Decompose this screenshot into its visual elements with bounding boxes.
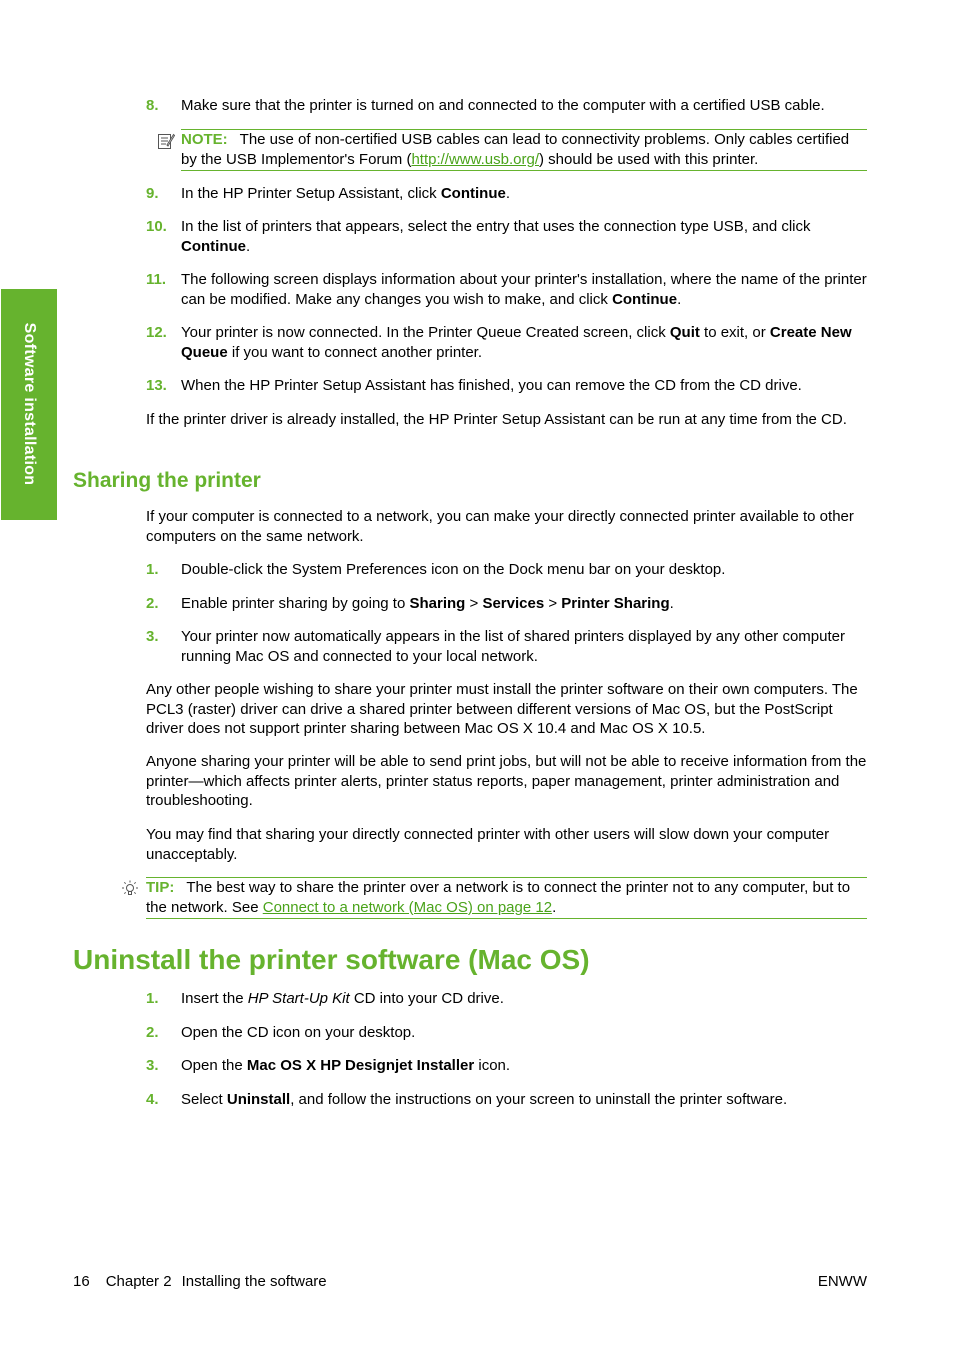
usb-org-link[interactable]: http://www.usb.org/ — [411, 150, 539, 168]
step-number: 12. — [146, 324, 167, 341]
list-item — [146, 184, 868, 204]
text-run: When the HP Printer Setup Assistant has finished, you can remove the CD from the CD drive. — [181, 377, 802, 394]
list-item — [146, 217, 868, 256]
note-text-before: The use of non-certified USB cables can lead to connectivity problems. Only cables certified by the USB Implementor's Forum ( — [181, 131, 850, 168]
paragraph: Any other people wishing to share your printer must install the printer software on their own computers. The PCL3 (raster) driver can drive a shared printer between different versions of Mac OS, but the PostScript driver does not support printer sharing between Mac OS X 10.4 and Mac OS X 10.5. — [146, 681, 858, 737]
step-number: 8. — [146, 97, 159, 114]
text-run: HP Start-Up Kit — [247, 990, 350, 1007]
text-run: Printer Sharing — [561, 595, 670, 612]
connect-network-link[interactable]: Connect to a network (Mac OS) on page 12 — [262, 898, 553, 916]
tip-label: TIP: — [146, 879, 175, 896]
step-number: 4. — [146, 1091, 159, 1108]
step-text — [181, 96, 868, 116]
step-text — [181, 376, 868, 396]
list-item — [146, 1023, 868, 1043]
text-run: Create New Queue — [181, 324, 852, 361]
text-run: Open the CD icon on your desktop. — [181, 1024, 416, 1041]
step-number: 3. — [146, 1057, 159, 1074]
text-run: , and follow the instructions on your screen to uninstall the printer software. — [290, 1091, 788, 1108]
text-run: Your printer now automatically appears in the list of shared printers displayed by any other computer running Mac OS and connected to your local network. — [181, 628, 845, 665]
text-run: Mac OS X HP Designjet Installer — [246, 1057, 475, 1074]
step-text — [181, 627, 868, 666]
text-run: Continue — [181, 237, 246, 255]
text-run: Double-click the System Preferences icon on the Dock menu bar on your desktop. — [181, 561, 726, 578]
text-run: Uninstall — [226, 1091, 291, 1108]
step-number: 2. — [146, 595, 159, 612]
step-number: 9. — [146, 185, 159, 202]
text-run: . — [505, 185, 511, 202]
step-text — [181, 217, 868, 256]
note-box — [181, 129, 867, 171]
footer-right: ENWW — [817, 1273, 867, 1290]
paragraph: If your computer is connected to a network, you can make your directly connected printer available to other computers on the same network. — [146, 508, 854, 545]
text-run: Quit — [669, 324, 700, 341]
text-run: Sharing — [409, 595, 466, 612]
text-run: > — [544, 595, 562, 612]
step-text — [181, 1090, 868, 1110]
text-run: Continue — [612, 290, 678, 308]
step-text — [181, 1023, 868, 1043]
page-number: 16 — [73, 1273, 90, 1290]
footer-chapter: Chapter 2 — [105, 1273, 172, 1290]
step-text — [181, 323, 868, 362]
list-item — [146, 270, 868, 309]
step-text — [181, 989, 868, 1009]
step-text — [181, 1056, 868, 1076]
step-number: 1. — [146, 561, 159, 578]
list-item — [146, 627, 868, 666]
footer-left — [73, 1272, 327, 1292]
paragraph: Anyone sharing your printer will be able to send print jobs, but will not be able to receive information from the printer—which affects printer alerts, printer status reports, paper management, printer administration and troubleshooting. — [146, 753, 867, 809]
text-run: Continue — [440, 185, 506, 202]
text-run: Select — [181, 1091, 227, 1108]
list-item — [146, 323, 868, 362]
side-tab-label: Software installation — [20, 322, 38, 486]
text-run: to exit, or — [699, 324, 770, 341]
list-item — [146, 989, 868, 1009]
note-icon — [157, 132, 175, 150]
note-text-after: ) should be used with this printer. — [539, 150, 759, 168]
text-run: Open the — [181, 1057, 247, 1074]
section-heading: Sharing the printer — [73, 469, 261, 492]
side-tab — [1, 289, 57, 520]
lightbulb-icon — [121, 880, 139, 898]
tip-box — [146, 877, 867, 919]
text-run: Your printer is now connected. In the Printer Queue Created screen, click — [181, 324, 670, 341]
text-run: > — [465, 595, 483, 612]
step-text — [181, 184, 868, 204]
text-run: icon. — [474, 1057, 511, 1074]
text-run: . — [677, 290, 682, 308]
text-run: The following screen displays information about your printer's installation, where the name of the printer can be modified. Make any changes you wish to make, and click — [181, 271, 867, 308]
list-item — [146, 560, 868, 580]
note-label: NOTE: — [181, 131, 228, 148]
text-run: Enable printer sharing by going to — [181, 595, 410, 612]
step-text — [181, 270, 868, 309]
text-run: In the HP Printer Setup Assistant, click — [181, 185, 441, 202]
tip-text-after: . — [552, 898, 557, 916]
list-item — [146, 376, 868, 396]
list-item — [146, 1056, 868, 1076]
step-text — [181, 560, 868, 580]
text-run: . — [246, 237, 251, 255]
list-item — [146, 96, 868, 116]
step-number: 2. — [146, 1024, 159, 1041]
footer-chapter-title: Installing the software — [181, 1273, 327, 1290]
step-number: 11. — [146, 271, 167, 288]
list-item — [146, 1090, 868, 1110]
step-number: 1. — [146, 990, 159, 1007]
text-run: if you want to connect another printer. — [227, 343, 483, 361]
chapter-heading: Uninstall the printer software (Mac OS) — [73, 944, 590, 975]
text-run: . — [669, 595, 674, 612]
step-text — [181, 594, 868, 614]
step-number: 13. — [146, 377, 167, 394]
list-item — [146, 594, 868, 614]
text-run: Make sure that the printer is turned on and connected to the computer with a certified USB cable. — [181, 97, 825, 114]
text-run: In the list of printers that appears, select the entry that uses the connection type USB, and click — [181, 218, 811, 235]
text-run: Insert the — [181, 990, 248, 1007]
text-run: Services — [482, 595, 545, 612]
paragraph: If the printer driver is already installed, the HP Printer Setup Assistant can be run at any time from the CD. — [146, 411, 847, 428]
step-number: 3. — [146, 628, 159, 645]
step-number: 10. — [146, 218, 167, 235]
tip-text-before: The best way to share the printer over a network is to connect the printer not to any computer, but to the network. See — [146, 879, 851, 916]
text-run: CD into your CD drive. — [349, 990, 504, 1007]
paragraph: You may find that sharing your directly connected printer with other users will slow down your computer unacceptably. — [146, 826, 830, 863]
